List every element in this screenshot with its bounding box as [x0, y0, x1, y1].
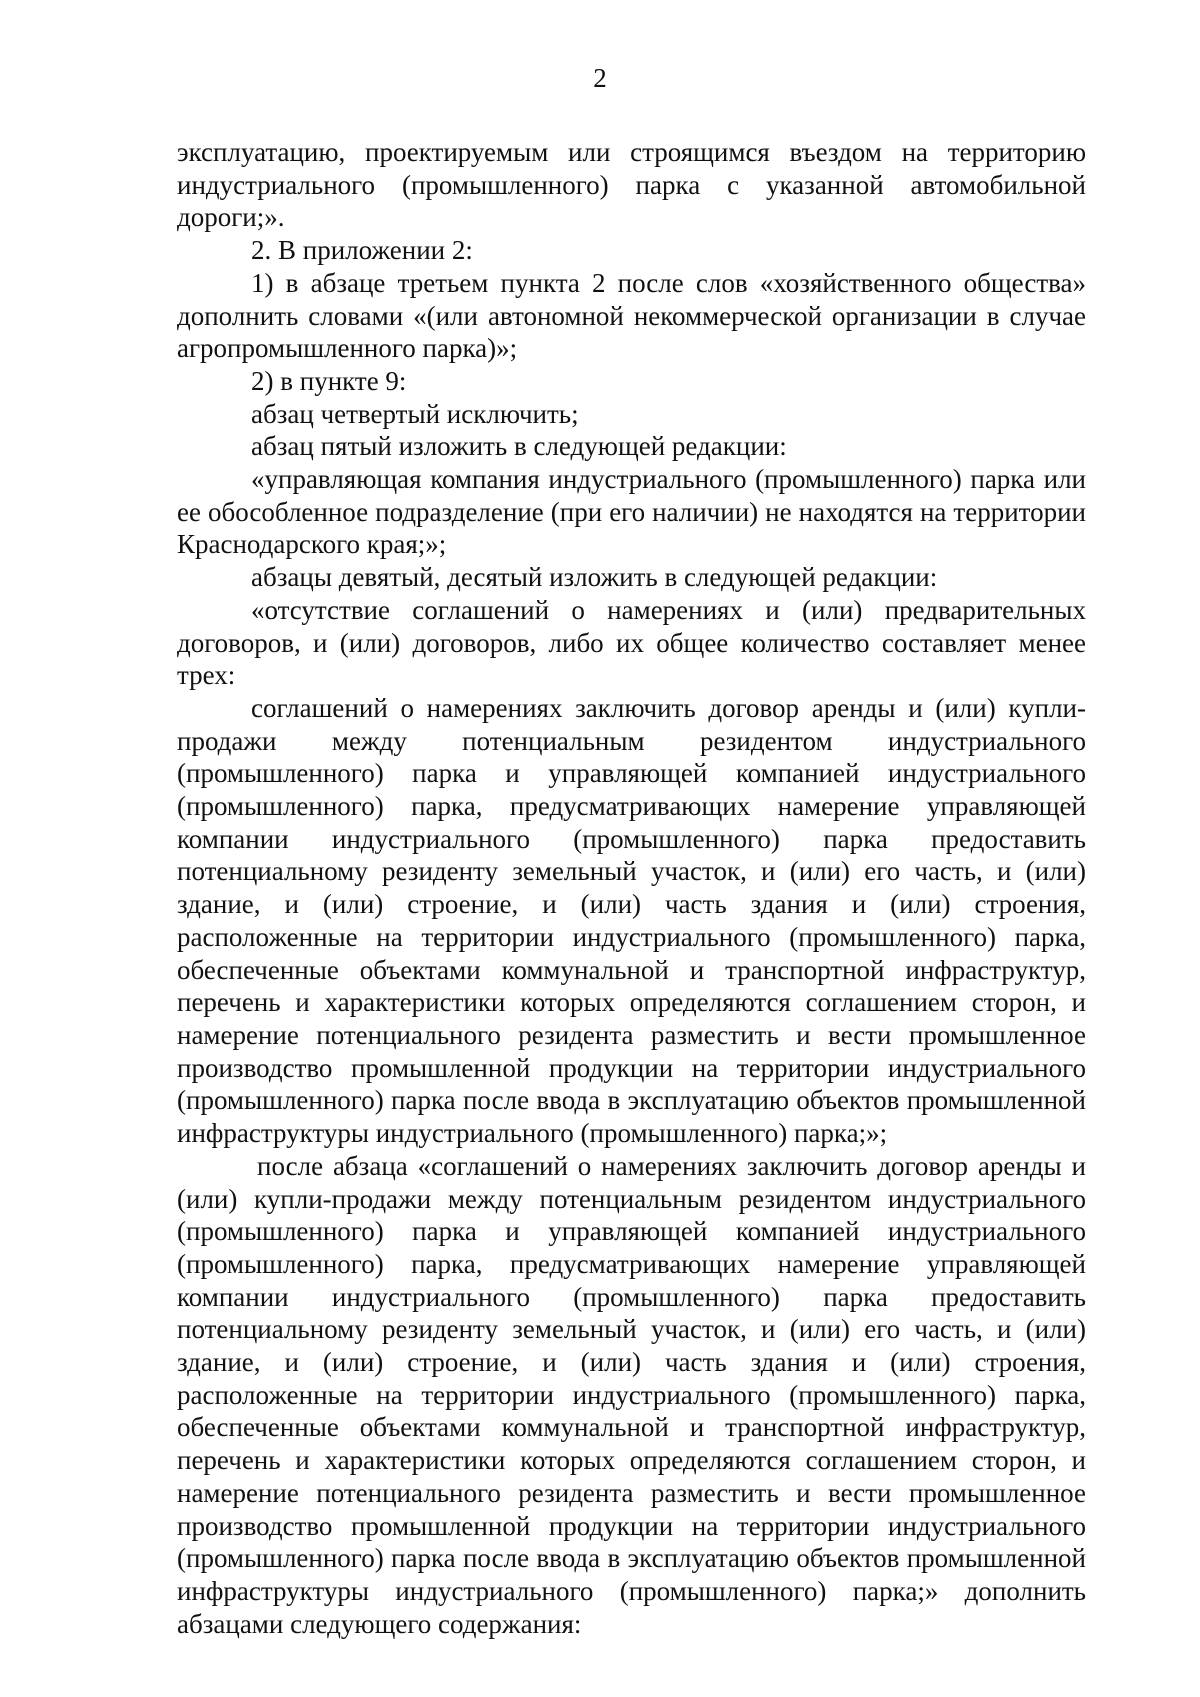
paragraph: соглашений о намерениях заключить договор аренды и (или) купли-продажи между потенциальным резидентом индустриального (промышленного) парка и управляющей компанией индустриального (промышленного) парка, предусматривающих намерение управляющей компании индустриального (промышленного) парка предоставить потенциальному резиденту земельный участок, и (или) его часть, и (или) здание, и (или) строение, и (или) часть здания и (или) строения, расположенные на территории индустриального (промышленного) парка, обеспеченные объектами коммунальной и транспортной инфраструктур, перечень и характеристики которых определяются соглашением сторон, и намерение потенциального резидента разместить и вести промышленное производство промышленной продукции на территории индустриального (промышленного) парка после ввода в эксплуатацию объектов промышленной инфраструктуры индустриального (промышленного) парка;»; — [177, 692, 1086, 1149]
paragraph: абзац четвертый исключить; — [251, 398, 579, 429]
page-number: 2 — [593, 63, 607, 93]
paragraph: 1) в абзаце третьем пункта 2 после слов «хозяйственного общества» дополнить словами «(или автономной некоммерческой организации в случае агропромышленного парка)»; — [177, 267, 1086, 364]
paragraph: «управляющая компания индустриального (промышленного) парка или ее обособленное подразделение (при его наличии) не находятся на территории Краснодарского края;»; — [177, 464, 1086, 560]
paragraph: 2. В приложении 2: — [251, 235, 473, 266]
paragraph: 2) в пункте 9: — [251, 365, 407, 396]
paragraph: эксплуатацию, проектируемым или строящимся въездом на территорию индустриального (промышленного) парка с указанной автомобильной дороги;». — [177, 137, 1086, 233]
paragraph: абзацы девятый, десятый изложить в следующей редакции: — [251, 562, 938, 593]
paragraph: после абзаца «соглашений о намерениях заключить договор аренды и (или) купли-продажи между потенциальным резидентом индустриального (промышленного) парка и управляющей компанией индустриального (промышленного) парка, предусматривающих намерение управляющей компании индустриального (промышленного) парка предоставить потенциальному резиденту земельный участок, и (или) его часть, и (или) здание, и (или) строение, и (или) часть здания и (или) строения, расположенные на территории индустриального (промышленного) парка, обеспеченные объектами коммунальной и транспортной инфраструктур, перечень и характеристики которых определяются соглашением сторон, и намерение потенциального резидента разместить и вести промышленное производство промышленной продукции на территории индустриального (промышленного) парка после ввода в эксплуатацию объектов промышленной инфраструктуры индустриального (промышленного) парка;» дополнить абзацами следующего содержания: — [177, 1150, 1086, 1639]
paragraph: абзац пятый изложить в следующей редакции: — [251, 431, 787, 462]
paragraph: «отсутствие соглашений о намерениях и (или) предварительных договоров, и (или) договоров, либо их общее количество составляет менее трех: — [177, 594, 1086, 691]
document-body — [177, 136, 1086, 1640]
